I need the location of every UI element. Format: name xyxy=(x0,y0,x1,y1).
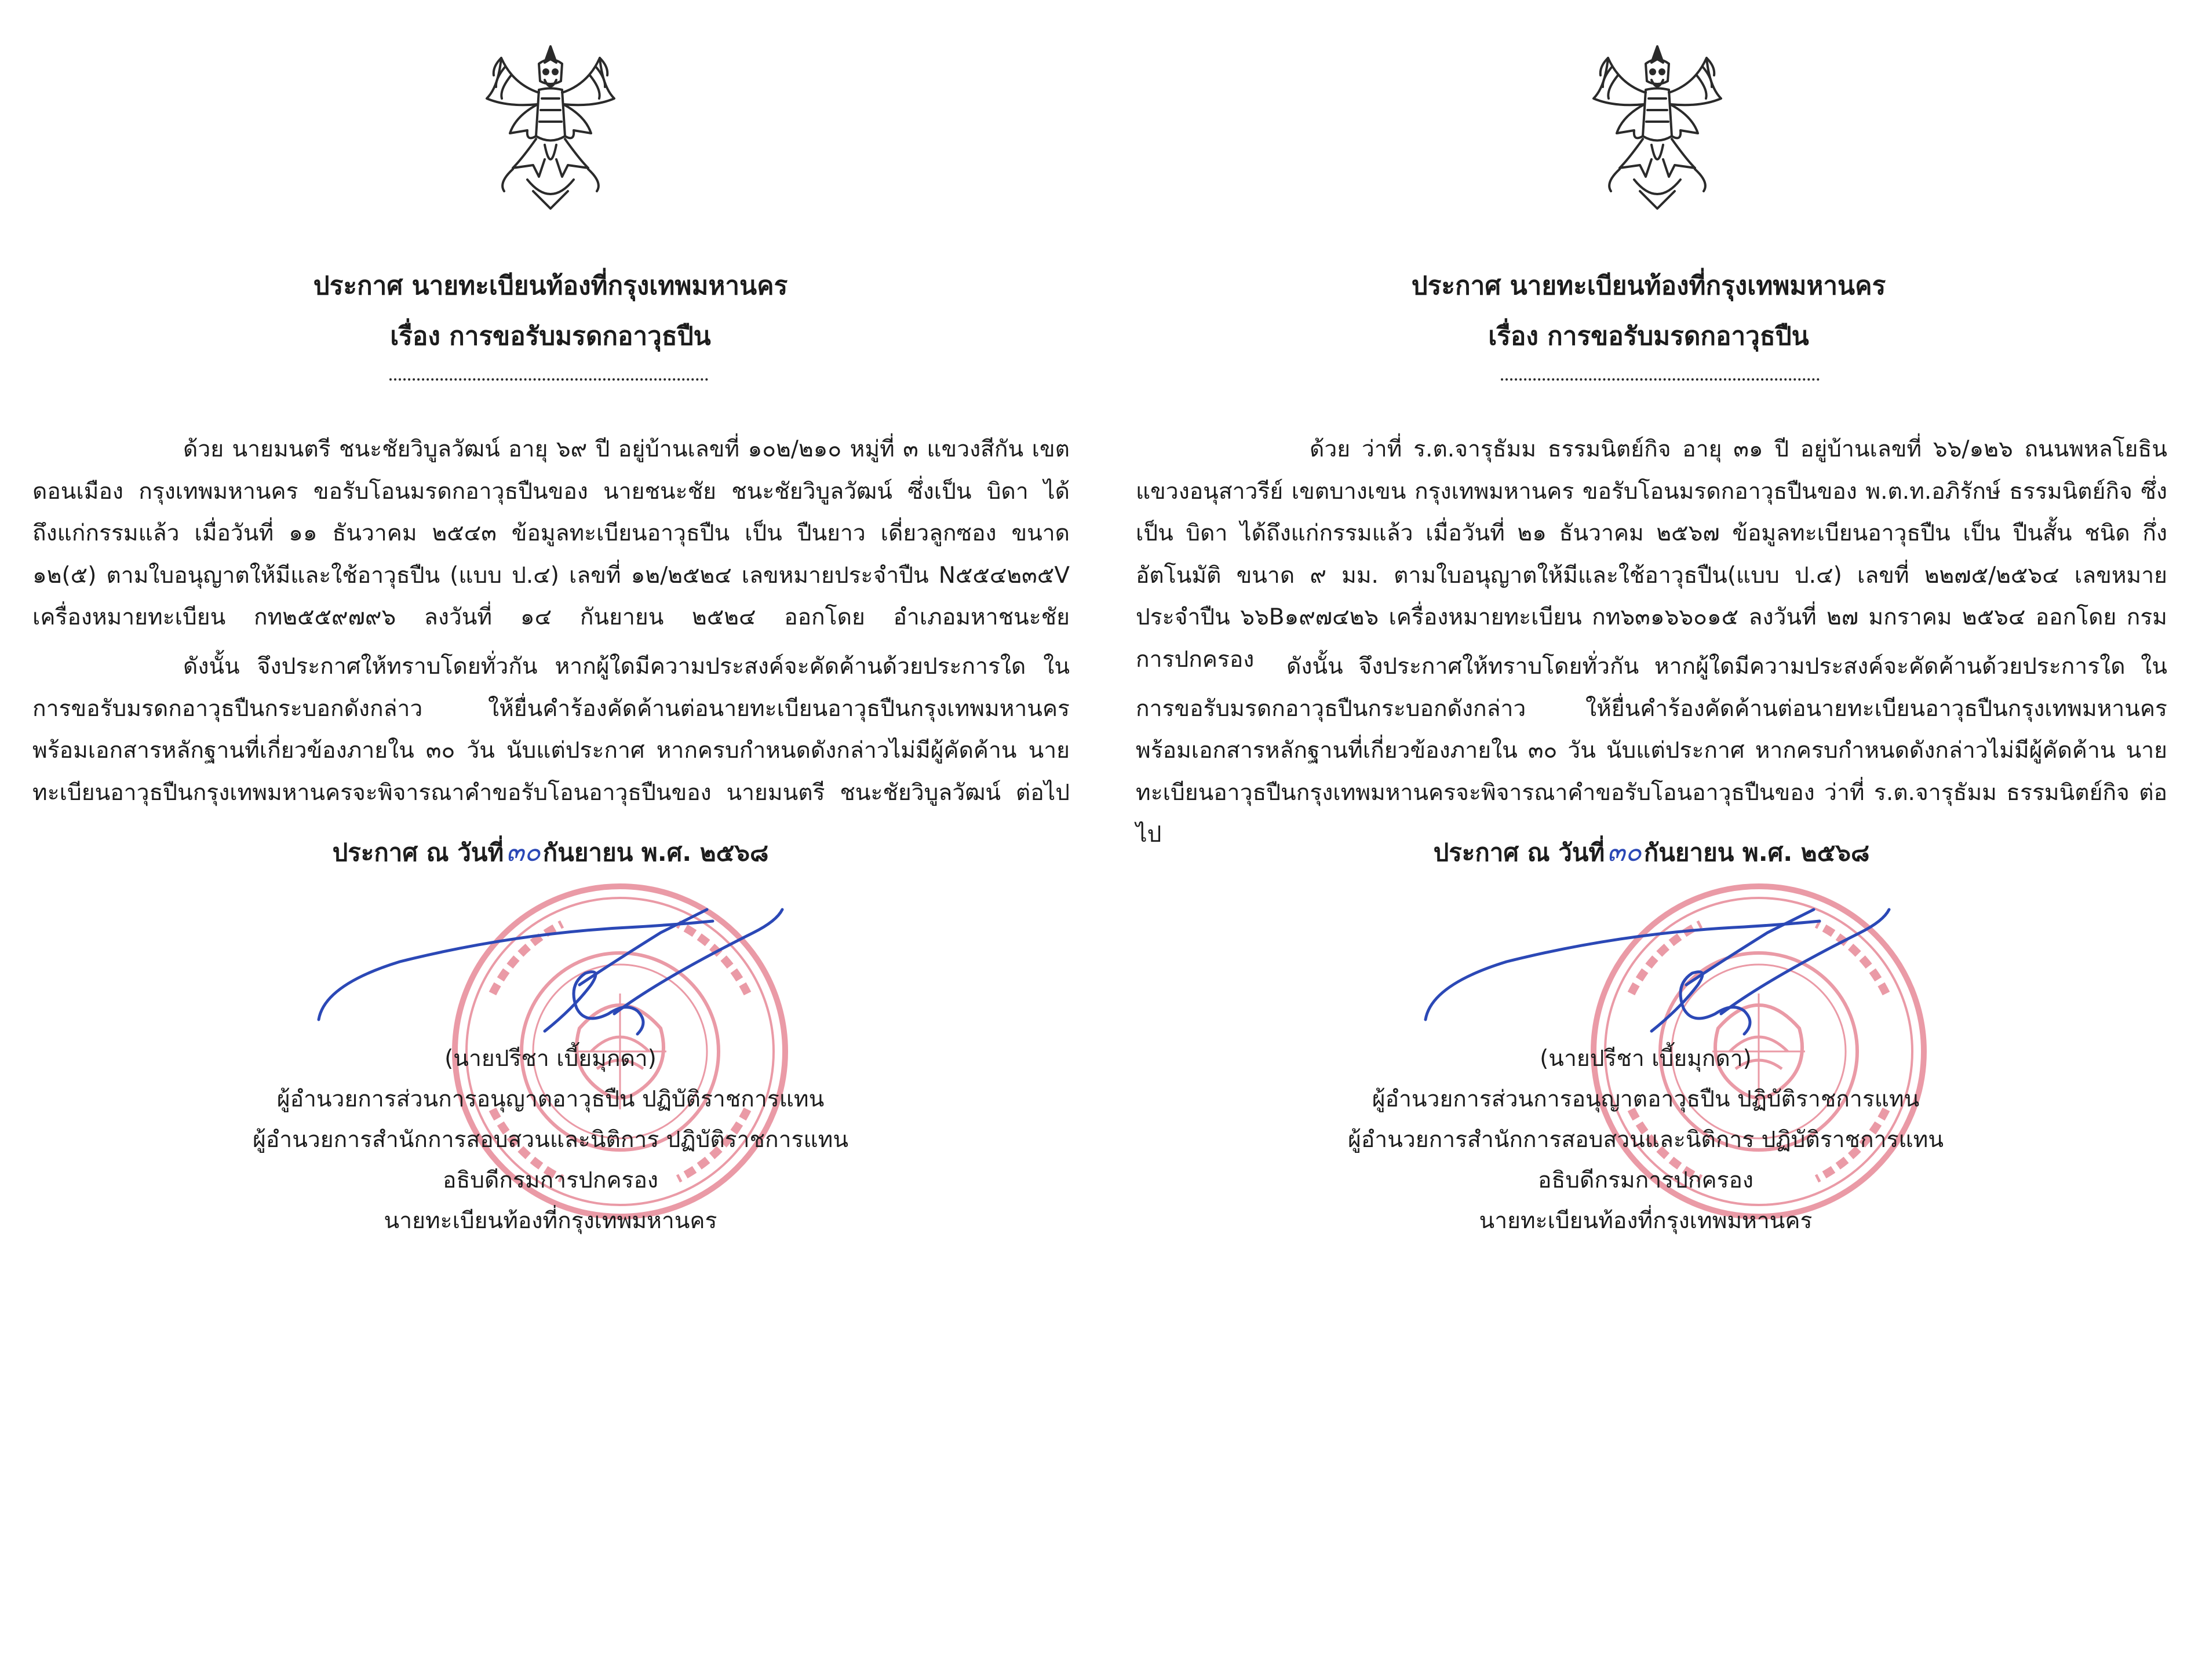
date-prefix: ประกาศ ณ วันที่ xyxy=(332,838,504,867)
announcement-date xyxy=(0,836,1101,868)
announcement-body-paragraph: ดังนั้น จึงประกาศให้ทราบโดยทั่วกัน หากผู้ใดมีความประสงค์จะคัดค้านด้วยประการใด ในการขอรับมรดกอาวุธปืนกระบอกดังกล่าว ให้ยื่นคำร้องคัดค้านต่อนายทะเบียนอาวุธปืนกรุงเทพมหานคร พร้อมเอกสารหลักฐานที่เกี่ยวข้องภายใน ๓๐ วัน นับแต่ประกาศ หากครบกำหนดดังกล่าวไม่มีผู้คัดค้าน นายทะเบียนอาวุธปืนกรุงเทพมหานครจะพิจารณาคำขอรับโอนอาวุธปืนของ นายมนตรี ชนะชัยวิบูลวัฒน์ ต่อไป xyxy=(32,653,1070,806)
announcement-heading: ประกาศ นายทะเบียนท้องที่กรุงเทพมหานคร xyxy=(1411,271,1886,301)
dotted-divider xyxy=(1501,372,1820,381)
signer-title: ผู้อำนวยการส่วนการอนุญาตอาวุธปืน ปฏิบัติราชการแทน xyxy=(276,1086,825,1112)
signature xyxy=(313,898,834,1049)
date-suffix: กันยายน พ.ศ. ๒๕๖๘ xyxy=(1643,838,1870,867)
date-suffix: กันยายน พ.ศ. ๒๕๖๘ xyxy=(542,838,769,867)
signer-title: นายทะเบียนท้องที่กรุงเทพมหานคร xyxy=(384,1208,717,1234)
signer-name: (นายปรีชา เบี้ยมุกดา) xyxy=(444,1046,657,1072)
announcement-subject: เรื่อง การขอรับมรดกอาวุธปืน xyxy=(1488,322,1809,351)
announcement-body-paragraph: ด้วย นายมนตรี ชนะชัยวิบูลวัฒน์ อายุ ๖๙ ปี อยู่บ้านเลขที่ ๑๐๒/๒๑๐ หมู่ที่ ๓ แขวงสีกัน เขตดอนเมือง กรุงเทพมหานคร ขอรับโอนมรดกอาวุธปืนของ นายชนะชัย ชนะชัยวิบูลวัฒน์ ซึ่งเป็น บิดา ได้ถึงแก่กรรมแล้ว เมื่อวันที่ ๑๑ ธันวาคม ๒๕๔๓ ข้อมูลทะเบียนอาวุธปืน เป็น ปืนยาว เดี่ยวลูกซอง ขนาด ๑๒(๕) ตามใบอนุญาตให้มีและใช้อาวุธปืน (แบบ ป.๔) เลขที่ ๑๒/๒๕๒๔ เลขหมายประจำปืน N๕๕๔๒๓๕V เครื่องหมายทะเบียน กท๒๕๕๙๗๙๖ ลงวันที่ ๑๔ กันยายน ๒๕๒๔ ออกโดย อำเภอมหาชนะชัย xyxy=(32,436,1070,630)
garuda-emblem-icon xyxy=(458,35,643,220)
handwritten-day: ๓๐ xyxy=(506,836,541,867)
signer-title: ผู้อำนวยการสำนักการสอบสวนและนิติการ ปฏิบัติราชการแทน xyxy=(253,1127,848,1153)
announcement-date xyxy=(1101,836,2202,868)
announcement-body-paragraph: ดังนั้น จึงประกาศให้ทราบโดยทั่วกัน หากผู้ใดมีความประสงค์จะคัดค้านด้วยประการใด ในการขอรับมรดกอาวุธปืนกระบอกดังกล่าว ให้ยื่นคำร้องคัดค้านต่อนายทะเบียนอาวุธปืนกรุงเทพมหานคร พร้อมเอกสารหลักฐานที่เกี่ยวข้องภายใน ๓๐ วัน นับแต่ประกาศ หากครบกำหนดดังกล่าวไม่มีผู้คัดค้าน นายทะเบียนอาวุธปืนกรุงเทพมหานครจะพิจารณาคำขอรับโอนอาวุธปืนของ ว่าที่ ร.ต.จารุธัมม ธรรมนิตย์กิจ ต่อไป xyxy=(1136,653,2167,848)
date-prefix: ประกาศ ณ วันที่ xyxy=(1433,838,1605,867)
signer-title: นายทะเบียนท้องที่กรุงเทพมหานคร xyxy=(1479,1208,1813,1234)
handwritten-day: ๓๐ xyxy=(1607,836,1642,867)
garuda-emblem-icon xyxy=(1565,35,1750,220)
dotted-divider xyxy=(389,372,708,381)
signer-title: อธิบดีกรมการปกครอง xyxy=(1538,1167,1753,1193)
signer-name: (นายปรีชา เบี้ยมุกดา) xyxy=(1540,1046,1752,1072)
signature xyxy=(1420,898,1941,1049)
announcement-heading: ประกาศ นายทะเบียนท้องที่กรุงเทพมหานคร xyxy=(313,271,788,301)
announcement-subject: เรื่อง การขอรับมรดกอาวุธปืน xyxy=(390,322,711,351)
announcement-body-paragraph: ด้วย ว่าที่ ร.ต.จารุธัมม ธรรมนิตย์กิจ อายุ ๓๑ ปี อยู่บ้านเลขที่ ๖๖/๑๒๖ ถนนพหลโยธิน แขวงอนุสาวรีย์ เขตบางเขน กรุงเทพมหานคร ขอรับโอนมรดกอาวุธปืนของ พ.ต.ท.อภิรักษ์ ธรรมนิตย์กิจ ซึ่งเป็น บิดา ได้ถึงแก่กรรมแล้ว เมื่อวันที่ ๒๑ ธันวาคม ๒๕๖๗ ข้อมูลทะเบียนอาวุธปืน เป็น ปืนสั้น ชนิด กึ่งอัตโนมัติ ขนาด ๙ มม. ตามใบอนุญาตให้มีและใช้อาวุธปืน(แบบ ป.๔) เลขที่ ๒๒๗๕/๒๕๖๔ เลขหมายประจำปืน ๖๖B๑๙๗๔๒๖ เครื่องหมายทะเบียน กท๖๓๑๖๖๐๑๕ ลงวันที่ ๒๗ มกราคม ๒๕๖๔ ออกโดย กรมการปกครอง xyxy=(1136,436,2167,673)
signer-title: อธิบดีกรมการปกครอง xyxy=(443,1167,658,1193)
announcement-right xyxy=(1101,0,2202,1680)
signer-title: ผู้อำนวยการส่วนการอนุญาตอาวุธปืน ปฏิบัติราชการแทน xyxy=(1372,1086,1920,1112)
signer-title: ผู้อำนวยการสำนักการสอบสวนและนิติการ ปฏิบัติราชการแทน xyxy=(1348,1127,1944,1153)
